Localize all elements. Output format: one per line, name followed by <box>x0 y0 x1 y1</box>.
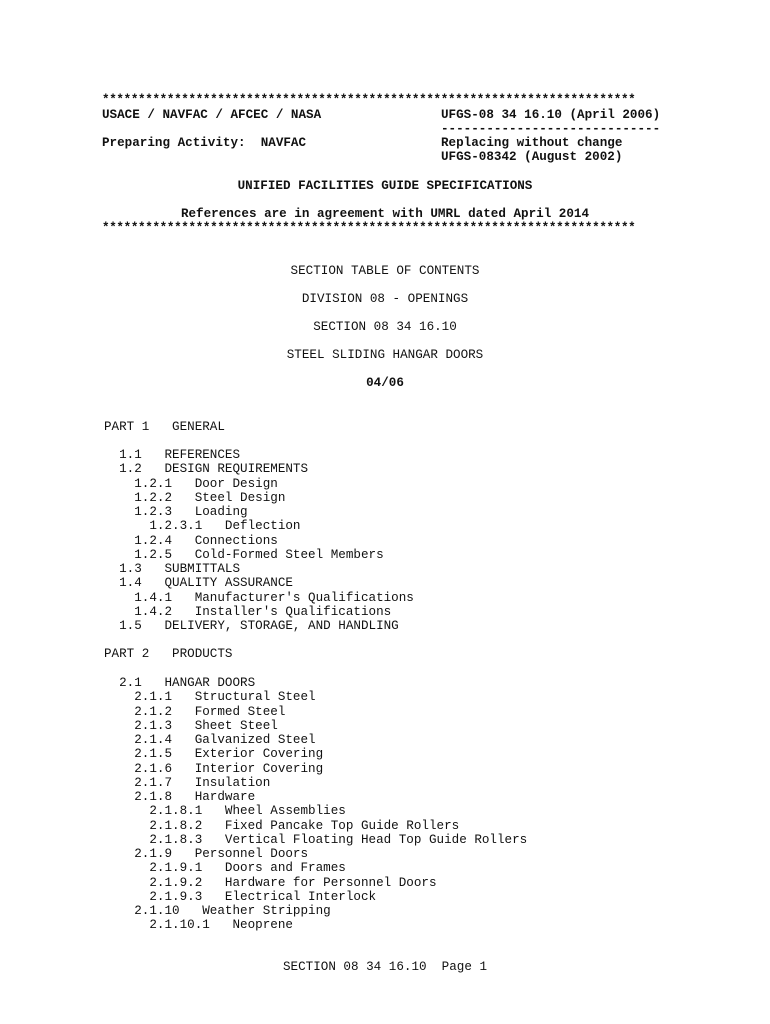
toc-entry: 1.4.1 Manufacturer's Qualifications <box>104 590 414 605</box>
toc-entry: 1.2.4 Connections <box>104 533 278 548</box>
section-date: 04/06 <box>366 376 404 390</box>
toc-entry: 2.1.10 Weather Stripping <box>104 904 331 918</box>
toc-entry: 2.1.5 Exterior Covering <box>104 747 324 762</box>
toc-entry: 1.2.3 Loading <box>104 505 248 519</box>
toc-entry: 2.1.1 Structural Steel <box>104 690 316 705</box>
header-stars-bottom: ************************************************************************** <box>102 221 636 235</box>
toc-entry: 2.1.3 Sheet Steel <box>104 718 278 733</box>
old-ufgs-number: UFGS-08342 (August 2002) <box>441 150 623 164</box>
toc-entry: 2.1.6 Interior Covering <box>104 761 324 776</box>
toc-entry: 2.1.8.2 Fixed Pancake Top Guide Rollers <box>104 818 460 833</box>
ufgs-dashes: ----------------------------- <box>441 122 661 136</box>
page-footer: SECTION 08 34 16.10 Page 1 <box>282 960 488 974</box>
toc-title: SECTION TABLE OF CONTENTS <box>290 264 480 278</box>
part1-heading: PART 1 GENERAL <box>104 420 225 434</box>
toc-entry: 2.1.7 Insulation <box>104 775 271 790</box>
toc-entry: 1.4 QUALITY ASSURANCE <box>104 576 293 591</box>
toc-entry: 2.1.10.1 Neoprene <box>104 918 293 933</box>
ufgs-number: UFGS-08 34 16.10 (April 2006) <box>441 108 661 122</box>
toc-entry: 2.1.2 Formed Steel <box>104 704 286 719</box>
references-note: References are in agreement with UMRL dated April 2014 <box>180 207 590 221</box>
guide-title: UNIFIED FACILITIES GUIDE SPECIFICATIONS <box>237 179 533 193</box>
section-name: STEEL SLIDING HANGAR DOORS <box>286 348 484 362</box>
toc-entry: 1.2.5 Cold-Formed Steel Members <box>104 547 384 562</box>
toc-entry: 2.1.4 Galvanized Steel <box>104 733 316 747</box>
toc-entry: 2.1.9 Personnel Doors <box>104 847 309 861</box>
toc-entry: 1.2.3.1 Deflection <box>104 519 301 534</box>
toc-entry: 2.1.9.1 Doors and Frames <box>104 861 346 876</box>
section-number: SECTION 08 34 16.10 <box>313 320 457 334</box>
toc-entry: 2.1.9.2 Hardware for Personnel Doors <box>104 875 437 890</box>
toc-entry: 1.2.1 Door Design <box>104 476 278 491</box>
preparing-activity: Preparing Activity: NAVFAC <box>102 136 307 150</box>
org-line: USACE / NAVFAC / AFCEC / NASA <box>102 108 322 122</box>
part2-heading: PART 2 PRODUCTS <box>104 647 233 661</box>
toc-entry: 2.1.8.1 Wheel Assemblies <box>104 804 346 819</box>
toc-entry: 2.1 HANGAR DOORS <box>104 676 256 690</box>
toc-entry: 2.1.8.3 Vertical Floating Head Top Guide Rollers <box>104 832 528 847</box>
toc-entry: 1.3 SUBMITTALS <box>104 562 241 576</box>
toc-entry: 1.2 DESIGN REQUIREMENTS <box>104 462 309 477</box>
toc-entry: 1.1 REFERENCES <box>104 448 241 462</box>
toc-entry: 1.2.2 Steel Design <box>104 490 286 505</box>
toc-entry: 2.1.9.3 Electrical Interlock <box>104 889 377 904</box>
toc-entry: 1.5 DELIVERY, STORAGE, AND HANDLING <box>104 619 399 633</box>
header-stars-top: ************************************************************************** <box>102 93 636 107</box>
division-title: DIVISION 08 - OPENINGS <box>301 292 469 306</box>
replacing-note: Replacing without change <box>441 136 623 150</box>
toc-entry: 2.1.8 Hardware <box>104 790 256 804</box>
toc-entry: 1.4.2 Installer's Qualifications <box>104 604 392 619</box>
